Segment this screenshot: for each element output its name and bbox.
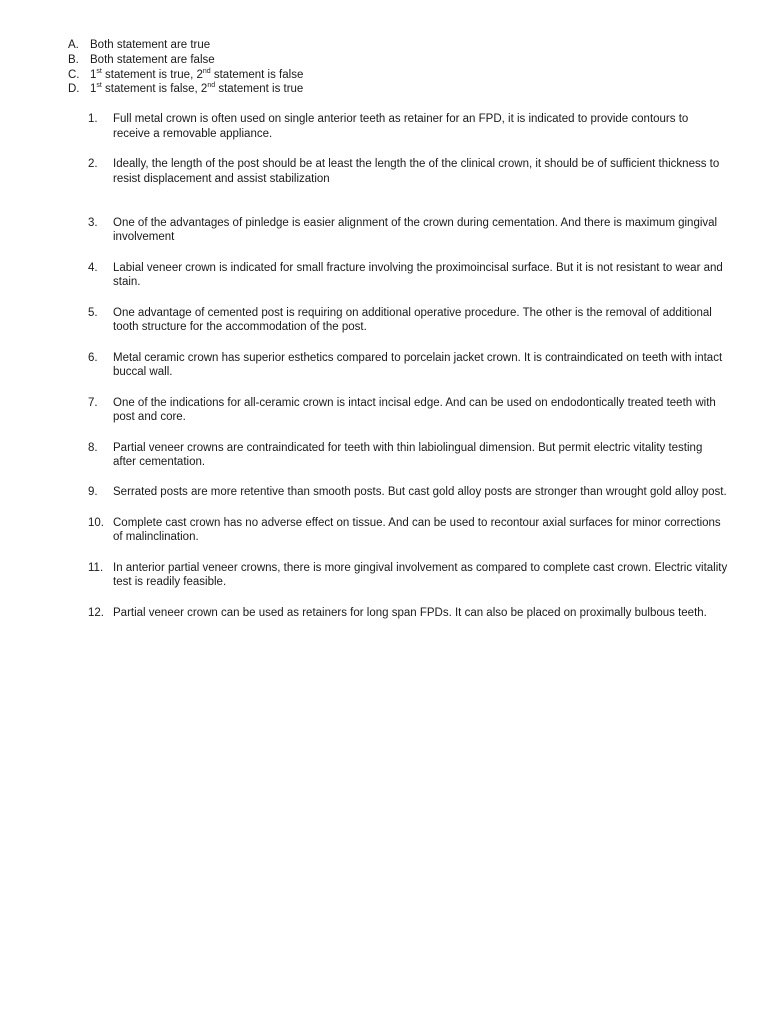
ordinal-number: 1 [90, 83, 97, 96]
question-number: 12. [88, 606, 104, 619]
answer-choice [68, 38, 303, 53]
ordinal-suffix: st [96, 82, 102, 90]
question-text: One of the indications for all-ceramic crown is intact incisal edge. And can be used on endodontically treated teeth with post and core. [113, 396, 716, 424]
question-number: 9. [88, 486, 98, 499]
ordinal-suffix: nd [207, 82, 216, 90]
choice-text: Both statement are true [90, 39, 211, 51]
question-number: 10. [88, 516, 104, 529]
question-number: 3. [88, 216, 98, 229]
choice-letter: B. [68, 53, 79, 66]
question-text: Partial veneer crowns are contraindicated for teeth with thin labiolingual dimension. But permit electric vitality testing after cementation. [113, 441, 703, 469]
answer-choice [68, 68, 303, 83]
question-item [88, 157, 728, 187]
question-item [88, 606, 728, 621]
question-number: 2. [88, 157, 98, 170]
question-item [88, 261, 728, 291]
question-text: One of the advantages of pinledge is easier alignment of the crown during cementation. And there is maximum gingival involvement [113, 216, 718, 244]
question-item [88, 112, 728, 142]
choice-letter: C. [68, 68, 80, 81]
choice-text [90, 82, 303, 97]
question-item [88, 516, 728, 546]
choice-letter: D. [68, 83, 80, 96]
choice-text [90, 68, 303, 83]
choice-text: Both statement are false [90, 53, 215, 66]
ordinal-suffix: nd [202, 67, 211, 75]
choice-letter: A. [68, 39, 79, 51]
question-number: 1. [88, 113, 98, 125]
answer-choices-list [68, 38, 303, 97]
question-text: Metal ceramic crown has superior esthetics compared to porcelain jacket crown. It is contraindicated on teeth with intact buccal wall. [113, 351, 723, 379]
question-item [88, 351, 728, 381]
question-item [88, 306, 728, 336]
question-text: Complete cast crown has no adverse effect on tissue. And can be used to recontour axial surfaces for minor corrections of malinclination. [113, 516, 721, 544]
question-text: Ideally, the length of the post should be at least the length the of the clinical crown, it should be of sufficient thickness to resist displacement and assist stabilization [113, 157, 720, 185]
question-item [88, 441, 728, 471]
question-number: 11. [88, 561, 104, 574]
ordinal-suffix: st [96, 67, 102, 75]
question-number: 7. [88, 396, 98, 409]
question-text: In anterior partial veneer crowns, there is more gingival involvement as compared to complete cast crown. Electric vitality test is readily feasible. [113, 561, 728, 589]
question-item [88, 216, 728, 246]
question-item [88, 485, 728, 500]
answer-choice [68, 53, 303, 68]
question-text: Partial veneer crown can be used as retainers for long span FPDs. It can also be placed on proximally bulbous teeth. [113, 606, 707, 619]
question-item [88, 561, 728, 591]
question-number: 5. [88, 306, 98, 319]
question-text: Labial veneer crown is indicated for small fracture involving the proximoincisal surface. But it is not resistant to wear and stain. [113, 261, 723, 289]
question-number: 6. [88, 351, 98, 364]
choice-text-end: statement is true [215, 83, 304, 96]
choice-text-end: statement is false [210, 68, 304, 81]
question-text: Full metal crown is often used on single anterior teeth as retainer for an FPD, it is indicated to provide contours to receive a removable appliance. [113, 113, 689, 140]
choice-text-middle: statement is false, 2 [101, 83, 208, 96]
question-text: Serrated posts are more retentive than smooth posts. But cast gold alloy posts are stronger than wrought gold alloy post. [113, 486, 727, 499]
question-text: One advantage of cemented post is requiring on additional operative procedure. The other is the removal of additional tooth structure for the accommodation of the post. [113, 306, 712, 334]
answer-choice [68, 82, 303, 97]
question-number: 4. [88, 261, 98, 274]
question-number: 8. [88, 441, 98, 454]
choice-text-middle: statement is true, 2 [101, 68, 203, 81]
ordinal-number: 1 [90, 68, 97, 81]
question-item [88, 396, 728, 426]
questions-list [88, 112, 728, 636]
